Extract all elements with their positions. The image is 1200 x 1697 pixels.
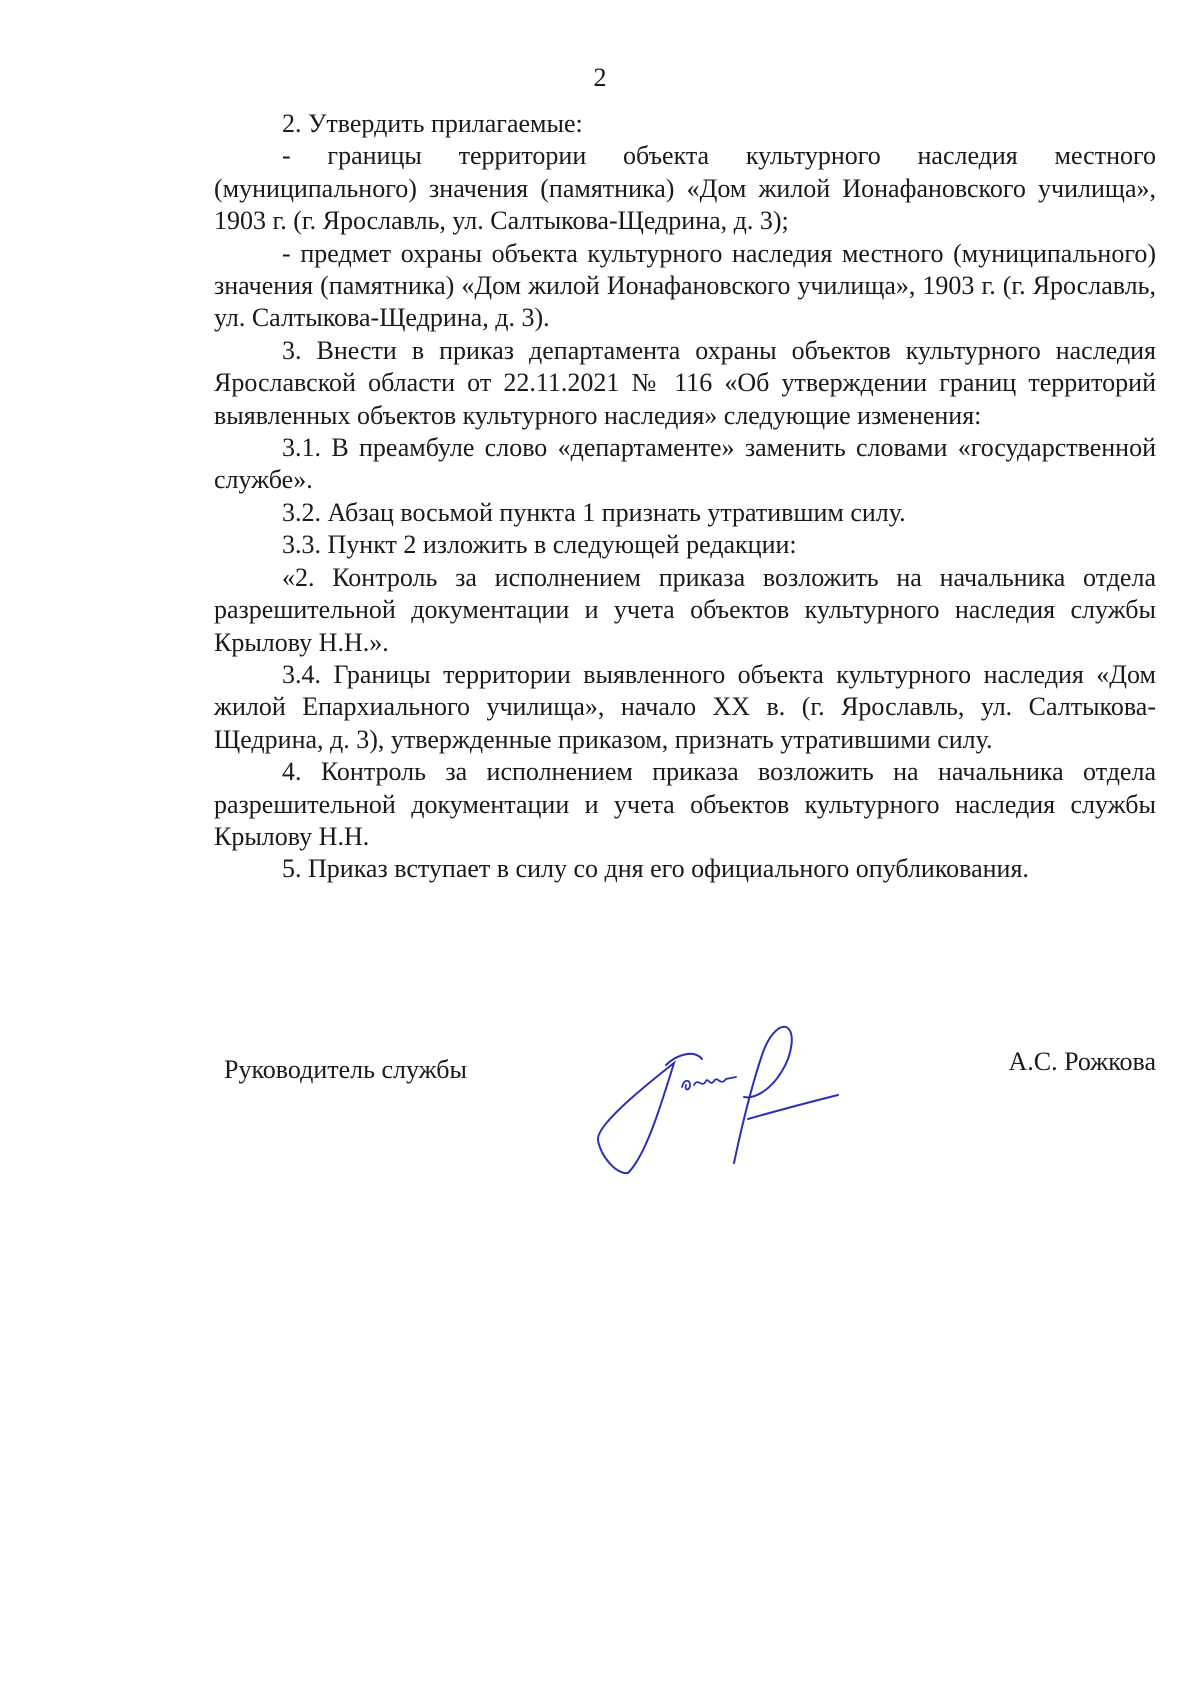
signature-stroke-letters	[682, 1077, 736, 1090]
signatory-position: Руководитель службы	[224, 1055, 467, 1084]
paragraph-3-3-quote: «2. Контроль за исполнением приказа возложить на начальника отдела разрешительной документации и учета объектов культурного наследия службы Крылову Н.Н.».	[214, 562, 1156, 657]
handwritten-signature	[586, 1015, 846, 1185]
signatory-name: А.С. Рожкова	[1008, 1047, 1156, 1076]
paragraph-3-1: 3.1. В преамбуле слово «департаменте» заменить словами «государственной службе».	[214, 433, 1156, 495]
signature-block	[214, 1040, 1156, 1200]
paragraph-3-4: 3.4. Границы территории выявленного объекта культурного наследия «Дом жилой Епархиального училища», начало XX в. (г. Ярославль, ул. Салтыкова-Щедрина, д. 3), утвержденные приказом, признать утратившими силу.	[214, 659, 1156, 754]
page-number: 2	[593, 63, 607, 92]
signature-stroke-loop	[598, 1063, 674, 1173]
signature-stroke-tall	[734, 1027, 792, 1163]
paragraph-3-3: 3.3. Пункт 2 изложить в следующей редакции:	[282, 530, 797, 560]
paragraph-4: 4. Контроль за исполнением приказа возложить на начальника отдела разрешительной документации и учета объектов культурного наследия службы Крылову Н.Н.	[214, 757, 1156, 851]
paragraph-2-item-protection-subject: - предмет охраны объекта культурного наследия местного (муниципального) значения (памятника) «Дом жилой Ионафановского училища», 1903 г. (г. Ярославль, ул. Салтыкова-Щедрина, д. 3).	[214, 238, 1156, 333]
paragraph-3-2: 3.2. Абзац восьмой пункта 1 признать утратившим силу.	[282, 497, 906, 527]
signature-stroke-underline	[748, 1095, 838, 1119]
paragraph-2-item-boundaries: - границы территории объекта культурного наследия местного (муниципального) значения (памятника) «Дом жилой Ионафановского училища», 1903 г. (г. Ярославль, ул. Салтыкова-Щедрина, д. 3);	[214, 141, 1156, 236]
document-body	[214, 108, 1156, 886]
paragraph-3: 3. Внести в приказ департамента охраны объектов культурного наследия Ярославской области от 22.11.2021 № 116 «Об утверждении границ территорий выявленных объектов культурного наследия» следующие изменения:	[214, 335, 1156, 430]
signature-stroke-hook	[666, 1054, 702, 1065]
paragraph-5: 5. Приказ вступает в силу со дня его официального опубликования.	[282, 854, 1029, 884]
paragraph-2: 2. Утвердить прилагаемые:	[282, 109, 583, 138]
